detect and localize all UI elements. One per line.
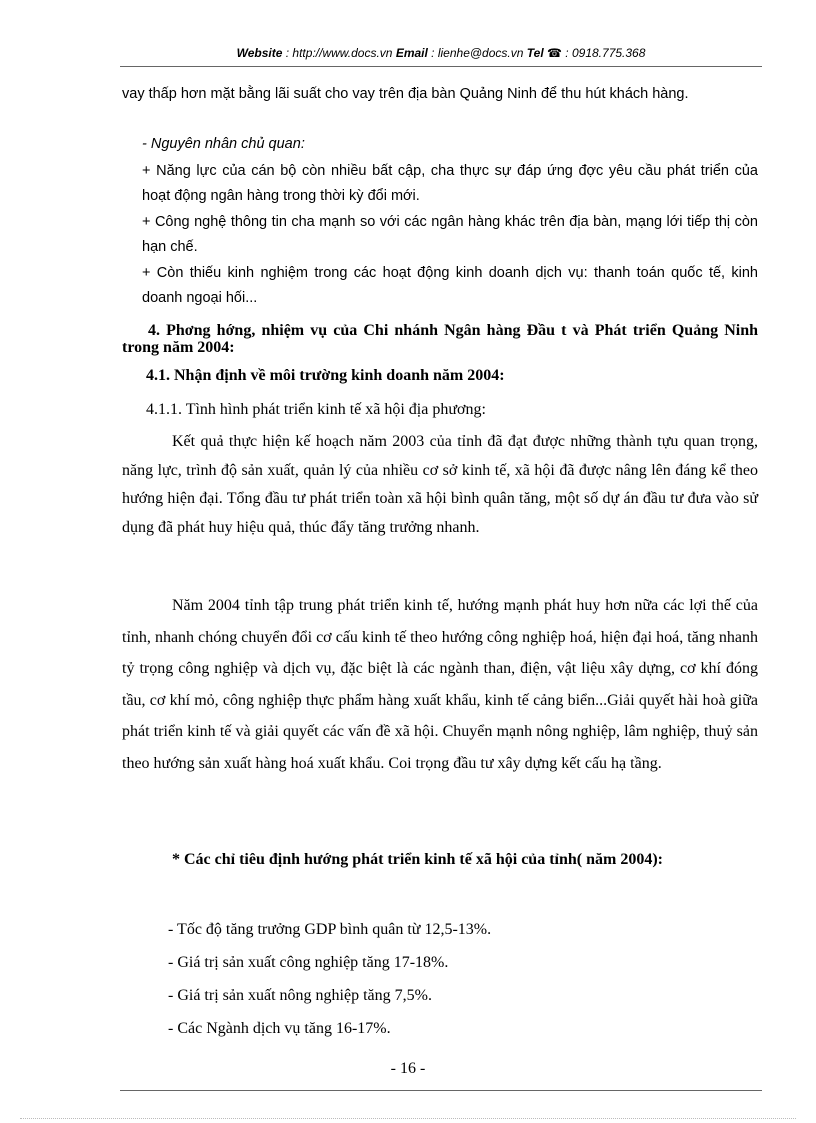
tel-label: Tel <box>526 46 544 60</box>
paragraph-results-2003: Kết quả thực hiện kế hoạch năm 2003 của tỉnh đã đạt được những thành tựu quan trọng, năng lực, trình độ sản xuất, quản lý của nhiều cơ sở kinh tế, xã hội đã được nâng lên đáng kể theo hướng hiện đại. Tổng đầu tư phát triển toàn xã hội bình quân tăng, một số dự án đầu tư đưa vào sử dụng đã phát huy hiệu quả, thúc đẩy tăng trưởng nhanh. <box>122 433 758 536</box>
targets-heading: * Các chỉ tiêu định hướng phát triển kinh tế xã hội của tỉnh( năm 2004): <box>172 851 663 868</box>
list-item: - Giá trị sản xuất công nghiệp tăng 17-18%. <box>168 954 449 971</box>
list-item: - Các Ngành dịch vụ tăng 16-17%. <box>168 1020 391 1037</box>
page-header: Website : http://www.docs.vn Email : lienhe@docs.vn Tel ☎ : 0918.775.368 <box>120 46 762 67</box>
page-number: - 16 - <box>390 1060 426 1077</box>
subjective-item <box>122 159 758 209</box>
list-item: - Giá trị sản xuất nông nghiệp tăng 7,5%. <box>168 987 432 1004</box>
list-item: + Công nghệ thông tin cha mạnh so với các ngân hàng khác trên địa bàn, mạng lới tiếp thị còn hạn chế. <box>142 214 758 255</box>
website-label: Website <box>236 46 283 60</box>
list-item: + Năng lực của cán bộ còn nhiều bất cập, cha thực sự đáp ứng đợc yêu cầu phát triển của hoạt động ngân hàng trong thời kỳ đổi mới. <box>142 163 758 204</box>
subjective-item <box>122 261 758 311</box>
email-label: Email <box>395 46 428 60</box>
section-title: Phơng hớng, nhiệm vụ của Chi nhánh Ngân hàng Đầu t và Phát triển Quảng Ninh trong năm 2004: <box>122 322 759 356</box>
email-address[interactable]: lienhe@docs.vn <box>437 46 524 60</box>
section-4-heading <box>122 322 758 356</box>
section-4-1-1-heading: 4.1.1. Tình hình phát triển kinh tế xã hội địa phương: <box>146 401 486 418</box>
footer-divider <box>120 1090 762 1091</box>
subjective-item <box>122 210 758 260</box>
website-url[interactable]: http://www.docs.vn <box>292 46 393 60</box>
subjective-causes-heading: - Nguyên nhân chủ quan: <box>142 136 305 152</box>
list-item: - Tốc độ tăng trưởng GDP bình quân từ 12,5-13%. <box>168 921 492 938</box>
section-4-1-heading: 4.1. Nhận định về môi trường kinh doanh năm 2004: <box>146 367 505 384</box>
tel-number: 0918.775.368 <box>571 46 646 60</box>
paragraph-plan-2004: Năm 2004 tỉnh tập trung phát triển kinh tế, hướng mạnh phát huy hơn nữa các lợi thế của tỉnh, nhanh chóng chuyển đổi cơ cấu kinh tế theo hướng công nghiệp hoá, hiện đại hoá, tăng nhanh tỷ trọng công nghiệp và dịch vụ, đặc biệt là các ngành than, điện, vật liệu xây dựng, cơ khí đóng tầu, cơ khí mỏ, công nghiệp thực phẩm hàng xuất khẩu, kinh tế cảng biển...Giải quyết hài hoà giữa phát triển kinh tế và giải quyết các vấn đề xã hội. Chuyển mạnh nông nghiệp, lâm nghiệp, thuỷ sản theo hướng sản xuất hàng hoá xuất khẩu. Coi trọng đầu tư xây dựng kết cấu hạ tầng. <box>122 597 758 772</box>
phone-icon: ☎ <box>547 46 562 60</box>
list-item: + Còn thiếu kinh nghiệm trong các hoạt động kinh doanh dịch vụ: thanh toán quốc tế, kinh doanh ngoại hối... <box>142 265 758 306</box>
continuation-paragraph: vay thấp hơn mặt bằng lãi suất cho vay trên địa bàn Quảng Ninh để thu hút khách hàng. <box>122 86 689 102</box>
page-edge-divider <box>20 1118 796 1119</box>
targets-list <box>122 913 804 1045</box>
section-number: 4. <box>148 322 160 339</box>
